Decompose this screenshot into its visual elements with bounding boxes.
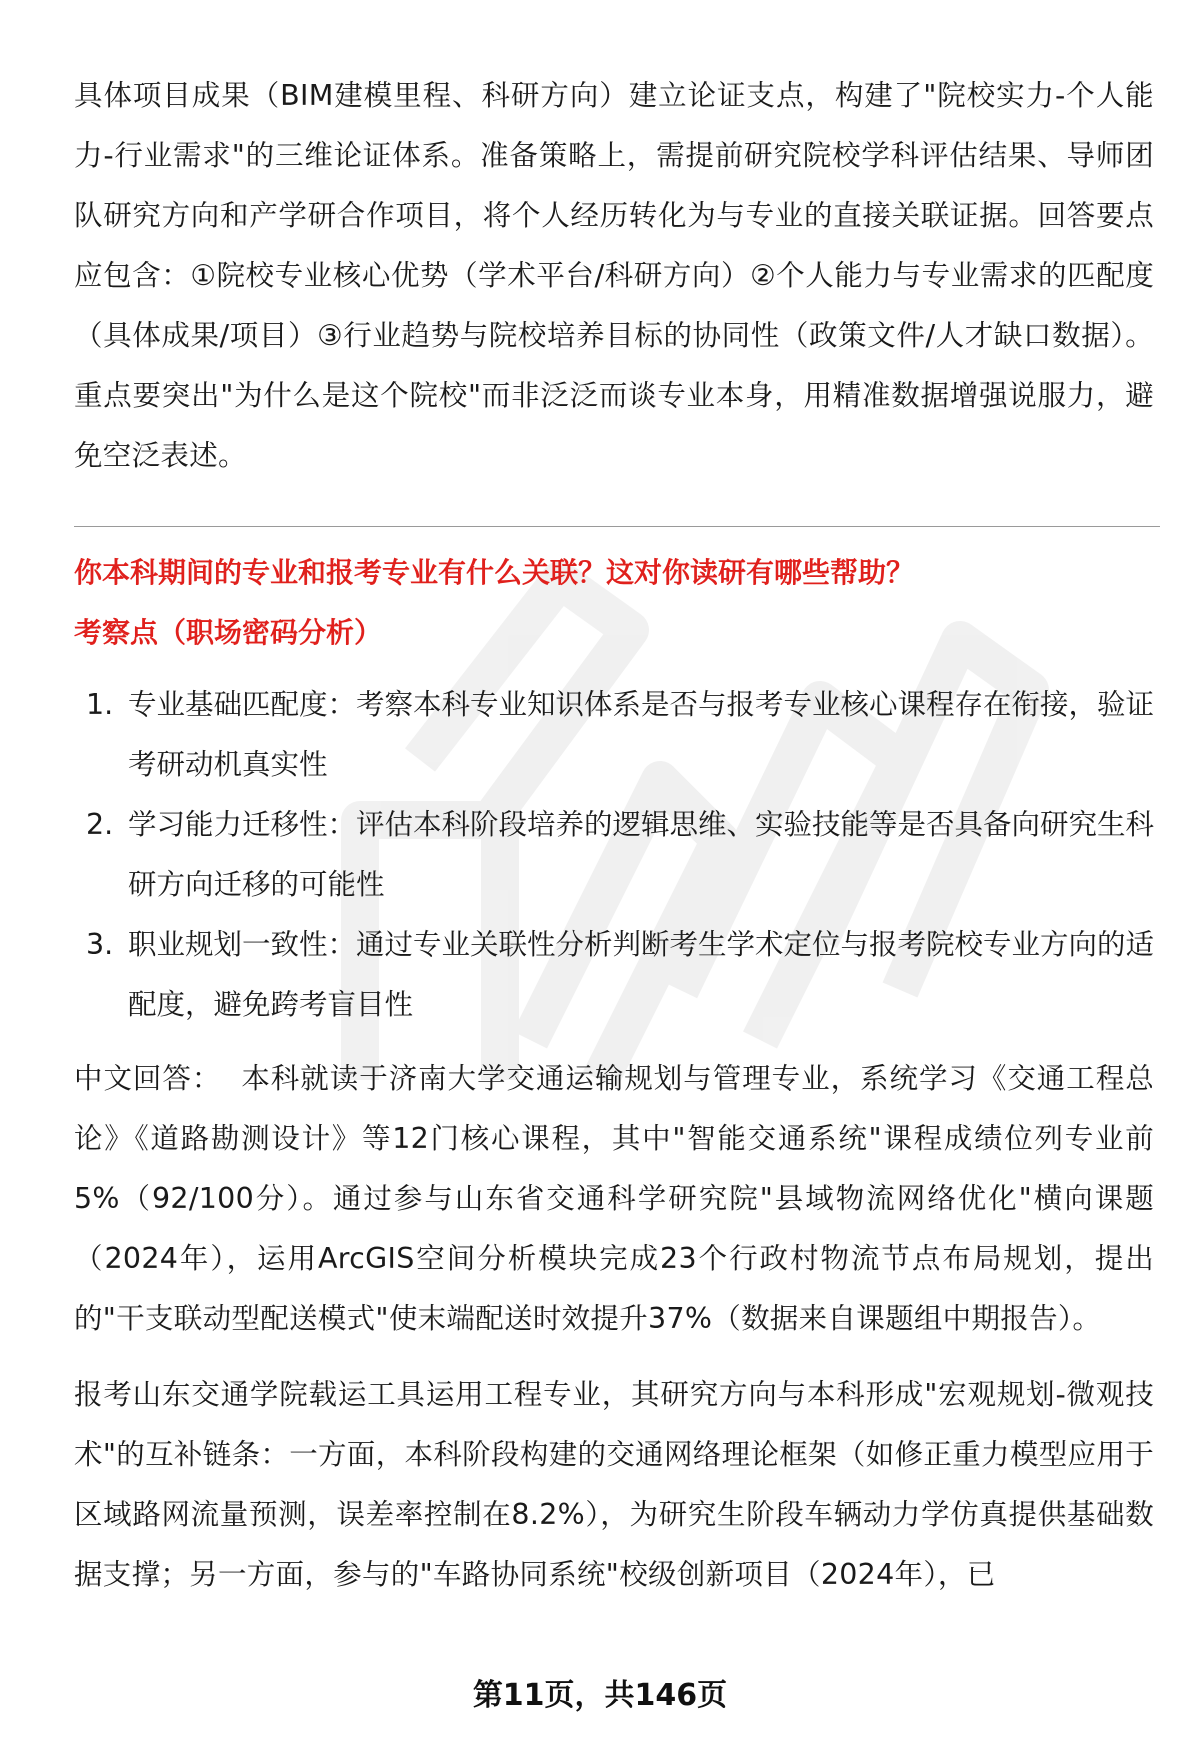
answer-paragraph: 报考山东交通学院载运工具运用工程专业，其研究方向与本科形成"宏观规划-微观技术"的互补链条：一方面，本科阶段构建的交通网络理论框架（如修正重力模型应用于区域路网流量预测，误差率控制在8.2%），为研究生阶段车辆动力学仿真提供基础数据支撑；另一方面，参与的"车路协同系统"校级创新项目（2024年），已	[74, 1378, 1154, 1591]
list-item-number: 3.	[86, 928, 114, 961]
section-divider	[74, 526, 1160, 527]
list-item-number: 2.	[86, 808, 114, 841]
list-item-text: 学习能力迁移性：评估本科阶段培养的逻辑思维、实验技能等是否具备向研究生科研方向迁移的可能性	[128, 808, 1155, 901]
intro-paragraph: 具体项目成果（BIM建模里程、科研方向）建立论证支点，构建了"院校实力-个人能力-行业需求"的三维论证体系。准备策略上，需提前研究院校学科评估结果、导师团队研究方向和产学研合作项目，将个人经历转化为与专业的直接关联证据。回答要点应包含：①院校专业核心优势（学术平台/科研方向）②个人能力与专业需求的匹配度（具体成果/项目）③行业趋势与院校培养目标的协同性（政策文件/人才缺口数据）。重点要突出"为什么是这个院校"而非泛泛而谈专业本身，用精准数据增强说服力，避免空泛表述。	[74, 79, 1154, 472]
main-content	[74, 66, 1154, 1605]
analysis-points-list	[74, 675, 1154, 1035]
list-item-text: 职业规划一致性：通过专业关联性分析判断考生学术定位与报考院校专业方向的适配度，避免跨考盲目性	[128, 928, 1155, 1021]
list-item	[74, 795, 1154, 915]
page-number-footer: 第11页，共146页	[472, 1678, 728, 1713]
analysis-heading: 考察点（职场密码分析）	[74, 616, 383, 649]
question-heading: 你本科期间的专业和报考专业有什么关联？这对你读研有哪些帮助？	[74, 556, 915, 589]
answer-paragraph: 中文回答： 本科就读于济南大学交通运输规划与管理专业，系统学习《交通工程总论》《道路勘测设计》等12门核心课程，其中"智能交通系统"课程成绩位列专业前5%（92/100分）。通过参与山东省交通科学研究院"县域物流网络优化"横向课题（2024年），运用ArcGIS空间分析模块完成23个行政村物流节点布局规划，提出的"干支联动型配送模式"使末端配送时效提升37%（数据来自课题组中期报告）。	[74, 1062, 1154, 1335]
list-item	[74, 675, 1154, 795]
list-item-text: 专业基础匹配度：考察本科专业知识体系是否与报考专业核心课程存在衔接，验证考研动机真实性	[128, 688, 1155, 781]
list-item	[74, 915, 1154, 1035]
list-item-number: 1.	[86, 688, 114, 721]
